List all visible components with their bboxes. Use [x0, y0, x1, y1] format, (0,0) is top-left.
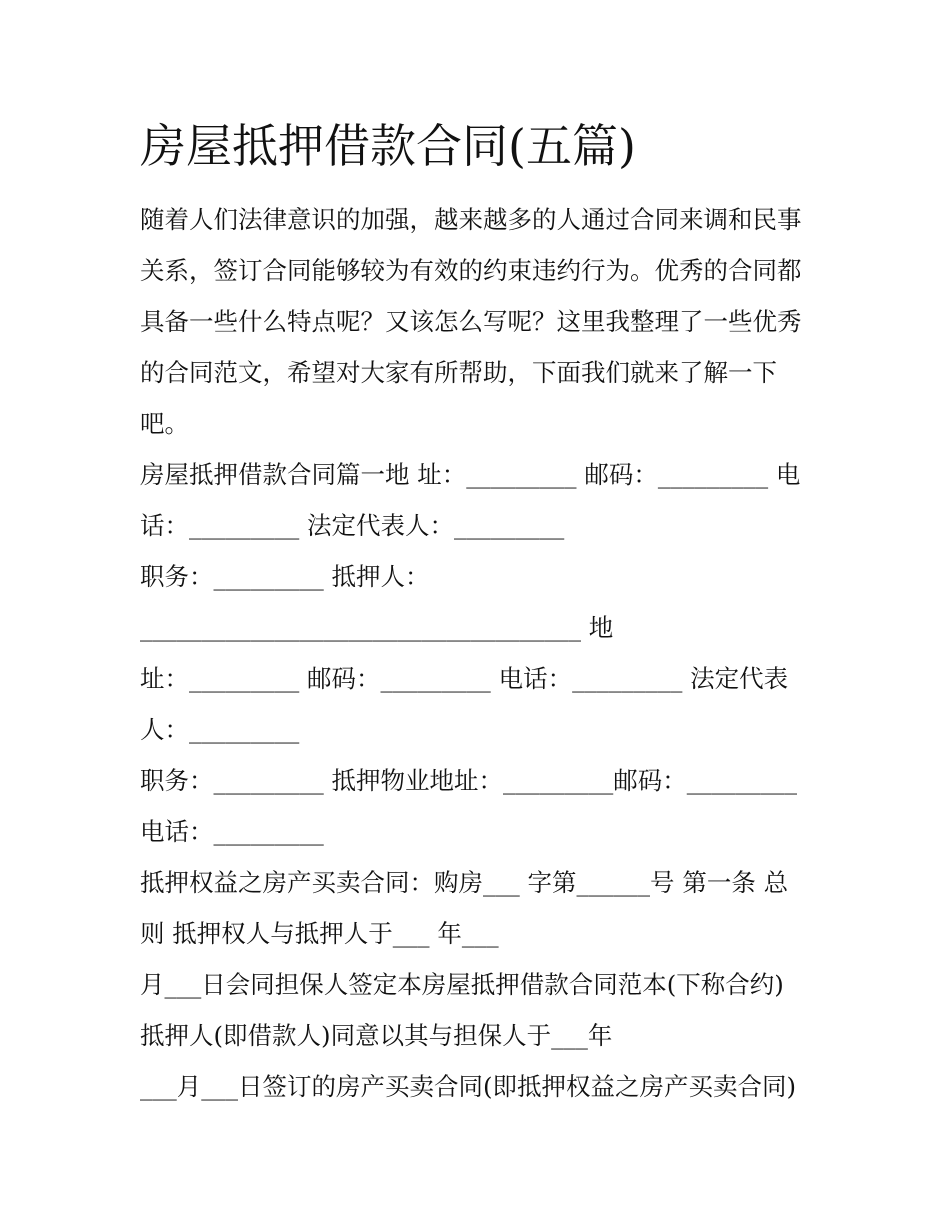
body-line-15: 则 抵押权人与抵押人于___ 年___	[140, 919, 499, 948]
body-line-9: ____________________________________ 地	[140, 613, 614, 642]
body-line-7: 话：_________ 法定代表人：_________	[140, 511, 565, 540]
body-line-2: 关系，签订合同能够较为有效的约束违约行为。优秀的合同都	[140, 256, 802, 285]
body-line-6: 房屋抵押借款合同篇一地 址：_________ 邮码：_________ 电	[140, 460, 801, 489]
body-line-13: 电话：_________	[140, 817, 324, 846]
body-line-16: 月___日会同担保人签定本房屋抵押借款合同范本(下称合约)	[140, 970, 784, 999]
body-line-12: 职务：_________ 抵押物业地址：_________邮码：_________	[140, 766, 798, 795]
body-line-5: 吧。	[140, 409, 189, 438]
body-line-11: 人：_________	[140, 715, 300, 744]
body-line-10: 址：_________ 邮码：_________ 电话：_________ 法定代表	[140, 664, 789, 693]
body-line-4: 的合同范文，希望对大家有所帮助，下面我们就来了解一下	[140, 358, 777, 387]
body-line-8: 职务：_________ 抵押人：	[140, 562, 430, 591]
body-line-14: 抵押权益之房产买卖合同：购房___ 字第______号 第一条 总	[140, 868, 789, 897]
body-line-18: ___月___日签订的房产买卖合同(即抵押权益之房产买卖合同)	[140, 1072, 797, 1101]
document-title: 房屋抵押借款合同(五篇)	[140, 119, 636, 173]
body-line-3: 具备一些什么特点呢？又该怎么写呢？这里我整理了一些优秀	[140, 307, 802, 336]
body-line-1: 随着人们法律意识的加强，越来越多的人通过合同来调和民事	[140, 205, 802, 234]
body-line-17: 抵押人(即借款人)同意以其与担保人于___年	[140, 1021, 613, 1050]
